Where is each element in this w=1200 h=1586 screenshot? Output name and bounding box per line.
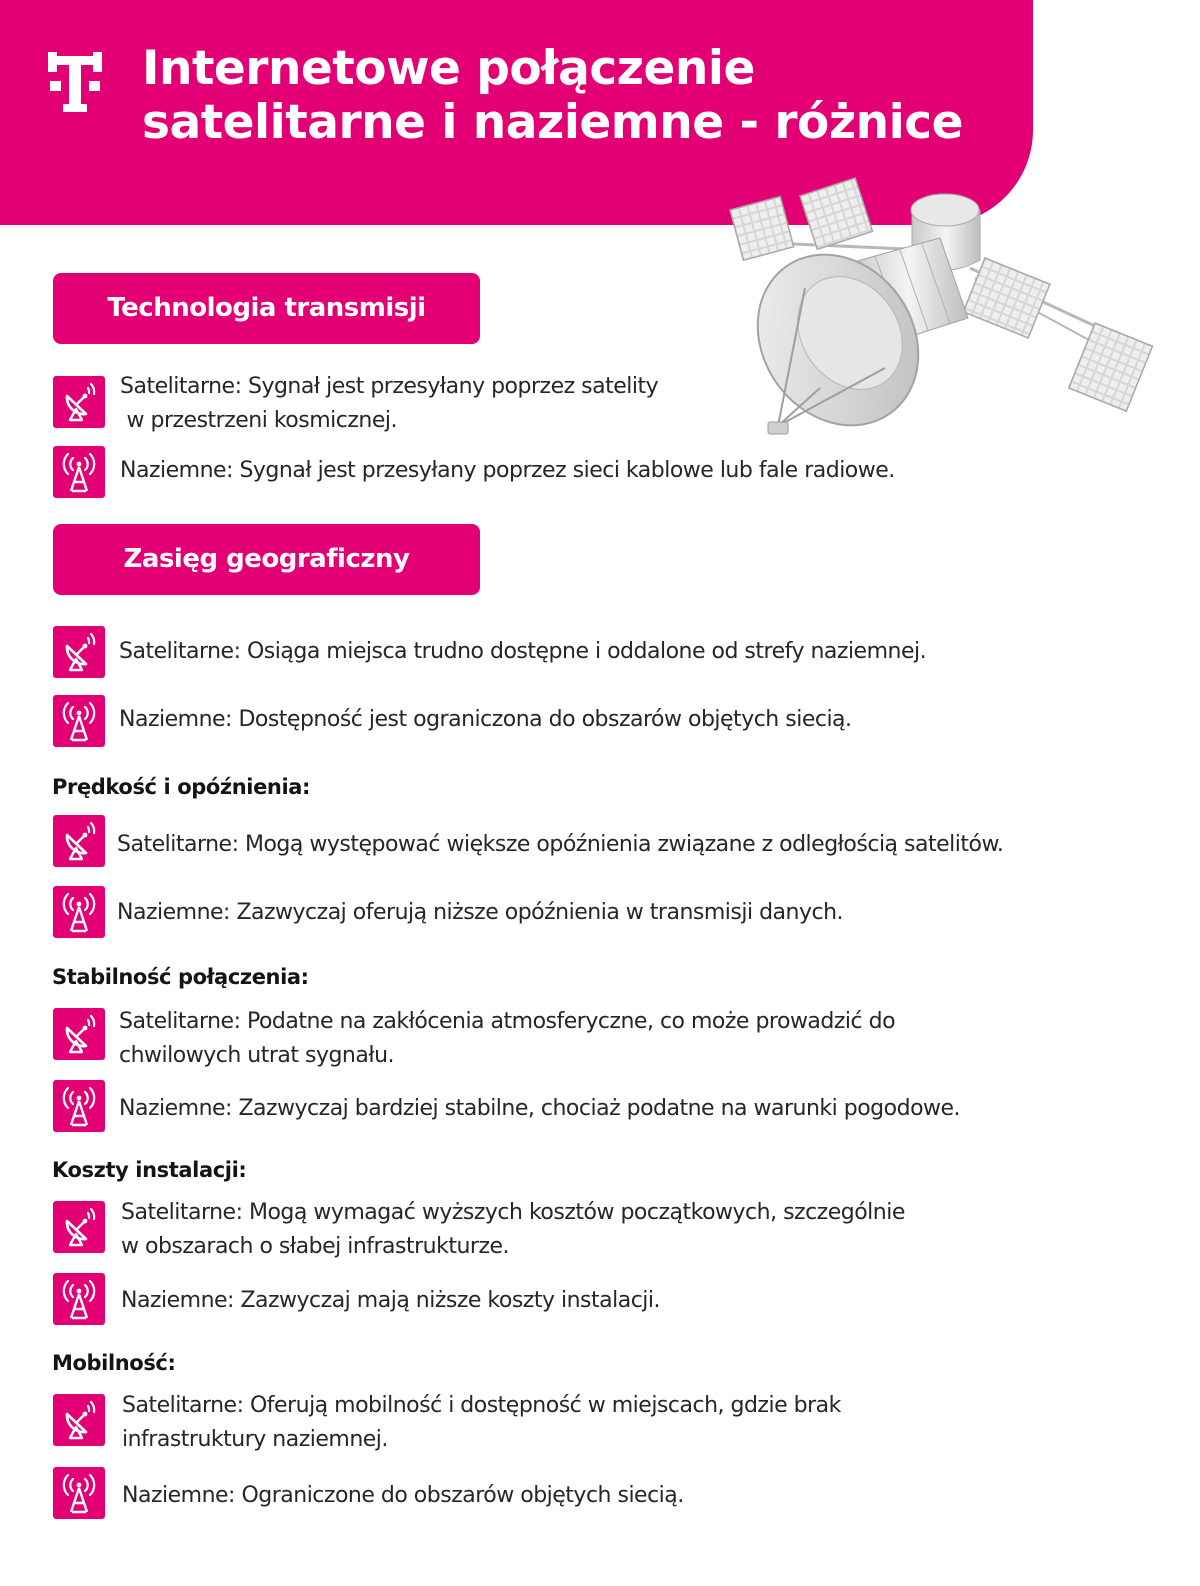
list-item-text: Satelitarne: Sygnał jest przesyłany poprzez satelity xyxy=(120,374,659,399)
list-item-text: infrastruktury naziemnej. xyxy=(122,1427,388,1452)
radio-tower-icon xyxy=(53,1080,105,1132)
section-heading-stabilnosc: Stabilność połączenia: xyxy=(52,965,309,989)
radio-tower-icon xyxy=(53,695,105,747)
section-heading-koszty: Koszty instalacji: xyxy=(52,1158,247,1182)
list-item-text: Satelitarne: Osiąga miejsca trudno dostępne i oddalone od strefy naziemnej. xyxy=(119,639,927,664)
radio-tower-icon xyxy=(53,1467,105,1519)
list-item-text: Satelitarne: Podatne na zakłócenia atmosferyczne, co może prowadzić do xyxy=(119,1009,896,1034)
list-item-text: Satelitarne: Oferują mobilność i dostępność w miejscach, gdzie brak xyxy=(122,1393,841,1418)
satellite-dish-icon xyxy=(53,1394,105,1446)
list-item-text: Naziemne: Zazwyczaj oferują niższe opóźnienia w transmisji danych. xyxy=(117,900,844,925)
list-item-text: w obszarach o słabej infrastrukturze. xyxy=(121,1234,510,1259)
list-item-text: Satelitarne: Mogą występować większe opóźnienia związane z odległością satelitów. xyxy=(117,832,1004,857)
satellite-dish-icon xyxy=(53,815,105,867)
list-item-text: w przestrzeni kosmicznej. xyxy=(120,408,397,433)
section-heading-zasieg: Zasięg geograficzny xyxy=(53,524,480,595)
radio-tower-icon xyxy=(53,446,105,498)
section-heading-mobilnosc: Mobilność: xyxy=(52,1351,176,1375)
page-title-line-1: Internetowe połączenie xyxy=(142,41,755,96)
radio-tower-icon xyxy=(53,1273,105,1325)
list-item-text: chwilowych utrat sygnału. xyxy=(119,1043,395,1068)
satellite-dish-icon xyxy=(53,1008,105,1060)
list-item-text: Naziemne: Dostępność jest ograniczona do obszarów objętych siecią. xyxy=(119,707,852,732)
satellite-dish-icon xyxy=(53,1201,105,1253)
section-heading-technologia: Technologia transmisji xyxy=(53,273,480,344)
satellite-dish-icon xyxy=(53,626,105,678)
satellite-dish-icon xyxy=(53,376,105,428)
list-item-text: Satelitarne: Mogą wymagać wyższych kosztów początkowych, szczególnie xyxy=(121,1200,905,1225)
satellite-illustration xyxy=(700,168,1200,468)
page-title xyxy=(142,42,1002,150)
section-heading-predkosc: Prędkość i opóźnienia: xyxy=(52,775,311,799)
list-item-text: Naziemne: Ograniczone do obszarów objętych siecią. xyxy=(122,1483,684,1508)
list-item-text: Naziemne: Zazwyczaj bardziej stabilne, chociaż podatne na warunki pogodowe. xyxy=(119,1096,961,1121)
page-title-line-2: satelitarne i naziemne - różnice xyxy=(142,95,963,150)
list-item-text: Naziemne: Zazwyczaj mają niższe koszty instalacji. xyxy=(121,1288,661,1313)
telekom-logo-icon xyxy=(48,52,102,112)
list-item-text: Naziemne: Sygnał jest przesyłany poprzez sieci kablowe lub fale radiowe. xyxy=(120,458,895,483)
radio-tower-icon xyxy=(53,886,105,938)
